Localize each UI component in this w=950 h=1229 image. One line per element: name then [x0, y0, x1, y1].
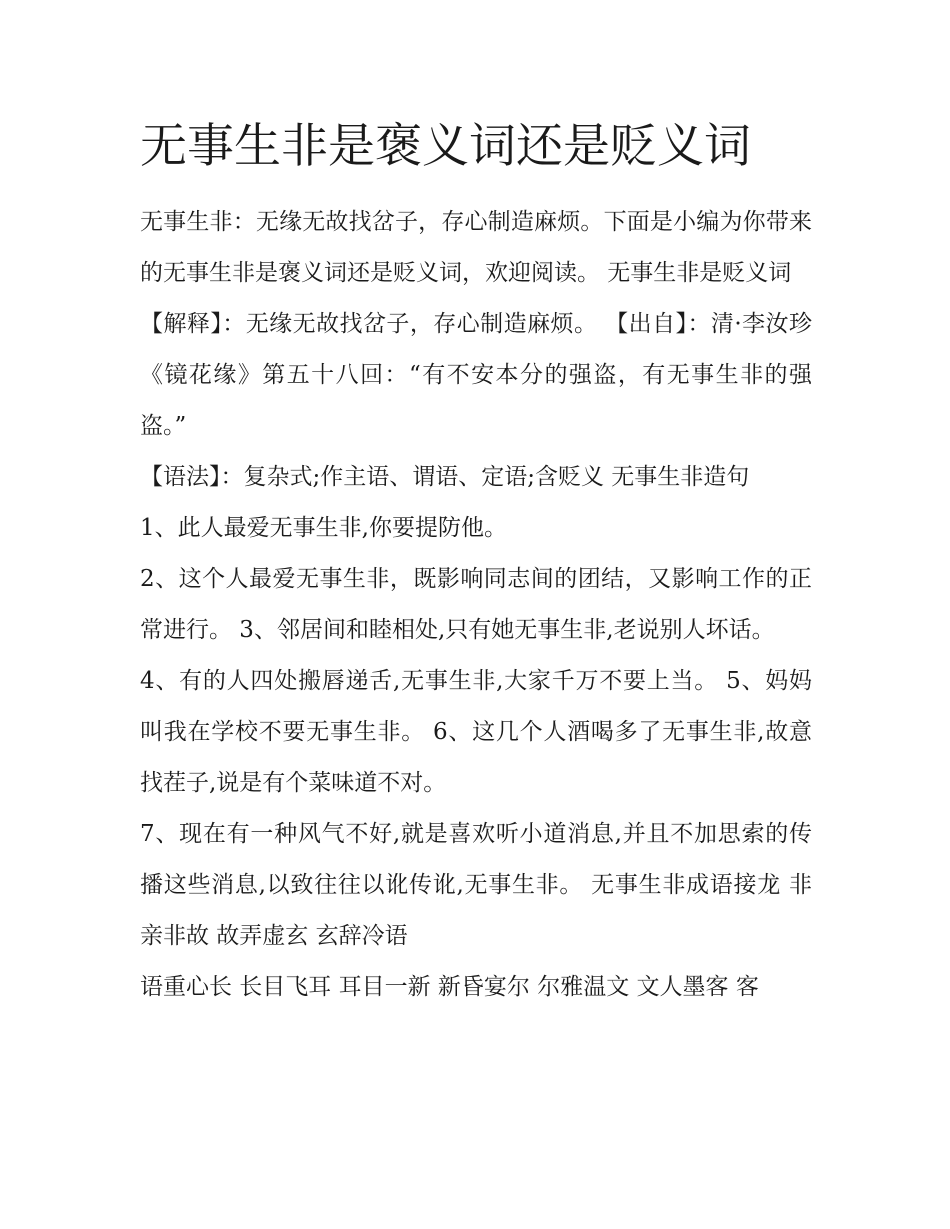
paragraph-example-1: 1、此人最爱无事生非,你要提防他。: [140, 515, 507, 541]
document-page: [140, 108, 812, 1013]
paragraph-example-2-3: 2、这个人最爱无事生非，既影响同志间的团结，又影响工作的正常进行。 3、邻居间和睦相处,只有她无事生非,老说别人坏话。: [140, 566, 812, 643]
paragraph-intro: 无事生非：无缘无故找岔子，存心制造麻烦。下面是小编为你带来的无事生非是褒义词还是贬义词，欢迎阅读。 无事生非是贬义词: [140, 209, 812, 286]
paragraph-example-4-6: 4、有的人四处搬唇递舌,无事生非,大家千万不要上当。 5、妈妈叫我在学校不要无事生非。 6、这几个人酒喝多了无事生非,故意找茬子,说是有个菜味道不对。: [140, 668, 812, 796]
paragraph-example-7-solitaire: 7、现在有一种风气不好,就是喜欢听小道消息,并且不加思索的传播这些消息,以致往往以讹传讹,无事生非。 无事生非成语接龙 非亲非故 故弄虚玄 玄辞冷语: [140, 821, 812, 949]
paragraph-solitaire-continued: 语重心长 长目飞耳 耳目一新 新昏宴尔 尔雅温文 文人墨客 客: [140, 974, 759, 1000]
document-title: 无事生非是褒义词还是贬义词: [140, 119, 751, 174]
paragraph-explanation: 【解释】：无缘无故找岔子，存心制造麻烦。 【出自】：清·李汝珍《镜花缘》第五十八回：“有不安本分的强盗，有无事生非的强盗。”: [140, 311, 812, 439]
paragraph-grammar: 【语法】：复杂式;作主语、谓语、定语;含贬义 无事生非造句: [140, 464, 750, 490]
